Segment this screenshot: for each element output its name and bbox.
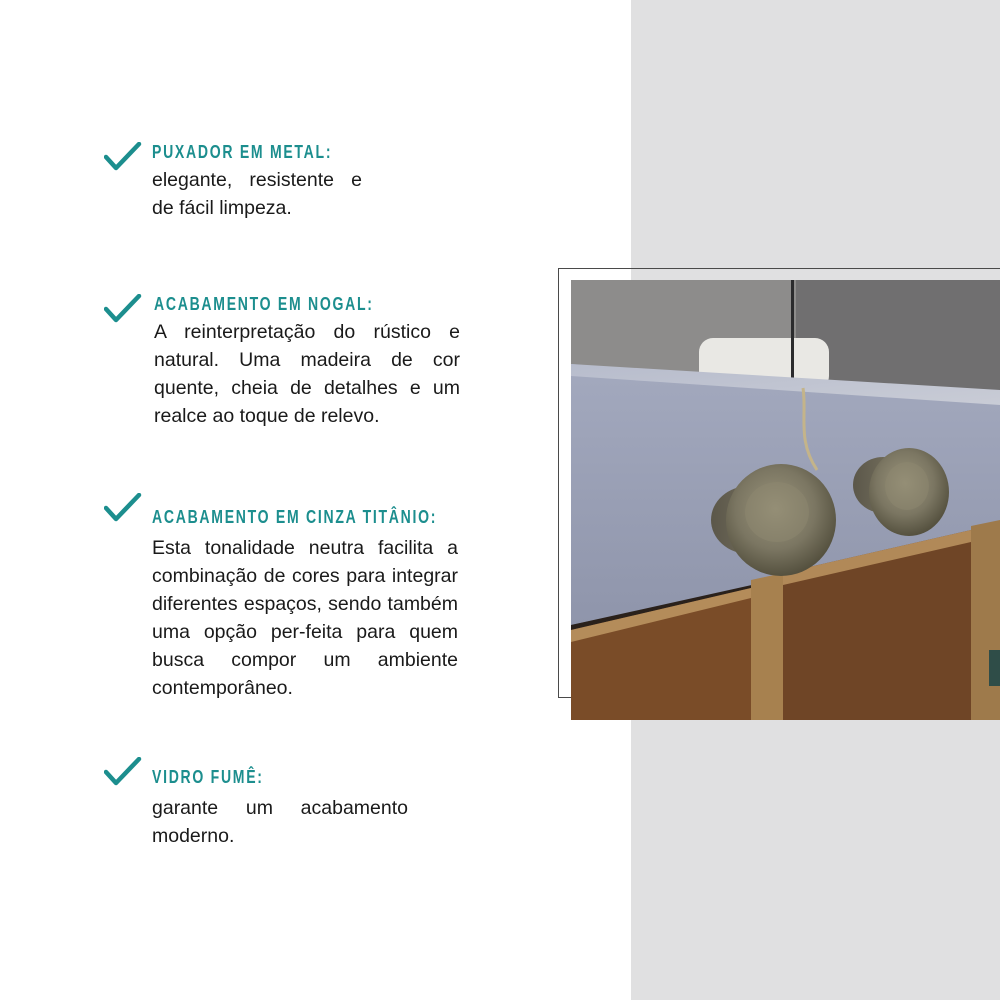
feature-description: A reinterpretação do rústico e natural. Uma madeira de cor quente, cheia de detalhes e um realce ao toque de relevo. (154, 321, 460, 427)
feature-title: VIDRO FUMÊ: (152, 767, 264, 787)
checkmark-icon (104, 757, 142, 789)
feature-description: garante um acabamento moderno. (152, 797, 408, 847)
checkmark-icon (104, 493, 142, 525)
feature-title: ACABAMENTO EM NOGAL: (154, 294, 374, 314)
cabinet-knobs-illustration (571, 280, 1000, 720)
feature-title: ACABAMENTO EM CINZA TITÂNIO: (152, 507, 438, 527)
feature-title: PUXADOR EM METAL: (152, 142, 333, 162)
product-detail-photo (571, 280, 1000, 720)
feature-description: elegante, resistente e de fácil limpeza. (152, 169, 362, 219)
checkmark-icon (104, 142, 142, 174)
checkmark-icon (104, 294, 142, 326)
feature-description: Esta tonalidade neutra facilita a combinação de cores para integrar diferentes espaços, sendo também uma opção per-feita para quem busca compor um ambiente contemporâneo. (152, 537, 458, 699)
